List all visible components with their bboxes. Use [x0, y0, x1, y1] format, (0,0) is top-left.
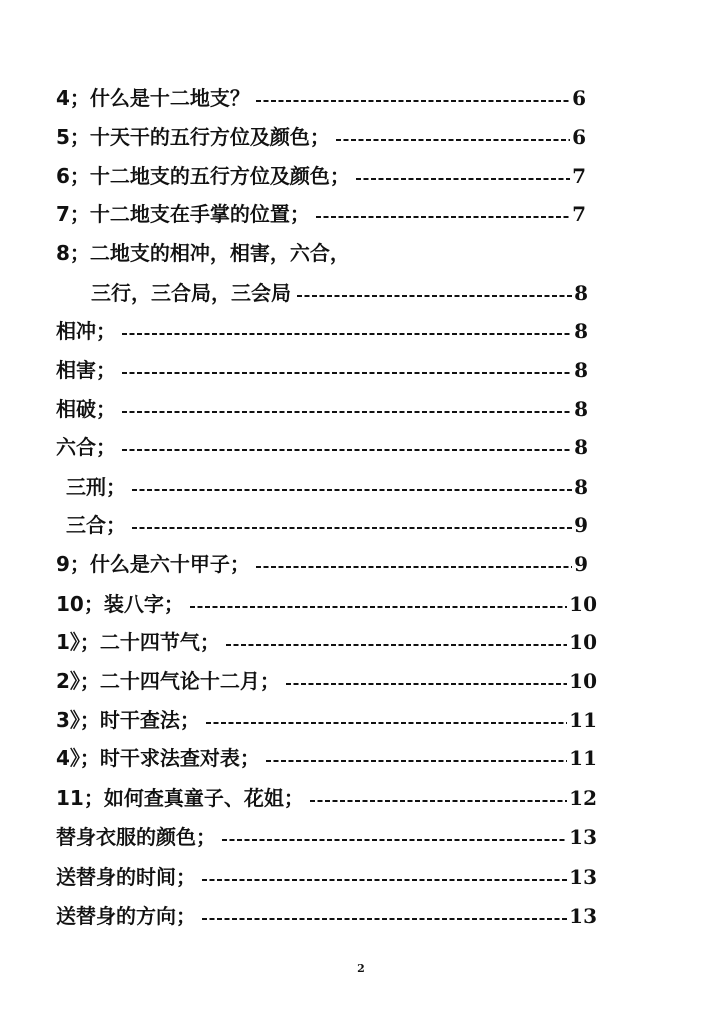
leader-dots	[222, 839, 567, 841]
toc-entry-title: 三合；	[66, 513, 126, 537]
toc-entry	[56, 238, 456, 268]
toc-entry-title: 7；十二地支在手掌的位置；	[56, 202, 310, 226]
toc-entry-page: 13	[569, 825, 597, 849]
toc-entry-page: 8	[574, 397, 588, 421]
toc-entry-title: 三刑；	[66, 475, 126, 499]
toc-entry-title: 相冲；	[56, 319, 116, 343]
toc-entry	[66, 472, 588, 502]
toc-entry	[56, 589, 597, 619]
toc-entry	[56, 316, 588, 346]
toc-entry-page: 9	[574, 552, 588, 576]
toc-entry	[56, 355, 588, 385]
toc-entry	[56, 627, 597, 657]
toc-entry	[56, 666, 597, 696]
leader-dots	[336, 139, 570, 141]
toc-entry-page: 8	[574, 281, 588, 305]
toc-entry-title: 6；十二地支的五行方位及颜色；	[56, 164, 350, 188]
toc-entry	[56, 822, 597, 852]
toc-entry-title: 送替身的方向；	[56, 904, 196, 928]
toc-entry	[56, 901, 597, 931]
toc-entry-title: 4》；时干求法查对表；	[56, 746, 260, 770]
toc-entry-title: 3》；时干查法；	[56, 708, 200, 732]
page-number: 2	[357, 962, 365, 975]
toc-entry-page: 6	[572, 86, 586, 110]
toc-entry	[56, 862, 597, 892]
leader-dots	[132, 489, 572, 491]
leader-dots	[316, 216, 570, 218]
toc-entry	[91, 278, 588, 308]
toc-entry	[56, 705, 597, 735]
toc-entry	[56, 122, 586, 152]
toc-entry-page: 7	[572, 164, 586, 188]
toc-entry-page: 11	[569, 746, 597, 770]
leader-dots	[297, 295, 572, 297]
toc-entry-title: 11；如何查真童子、花姐；	[56, 786, 304, 810]
toc-entry-title: 六合；	[56, 435, 116, 459]
leader-dots	[132, 527, 572, 529]
leader-dots	[190, 606, 567, 608]
toc-entry-title: 8；二地支的相冲，相害，六合，	[56, 241, 350, 265]
toc-entry-page: 13	[569, 865, 597, 889]
leader-dots	[206, 722, 567, 724]
toc-entry-title: 9；什么是六十甲子；	[56, 552, 250, 576]
leader-dots	[122, 449, 572, 451]
toc-entry-title: 4；什么是十二地支？	[56, 86, 250, 110]
toc-entry-title: 2》；二十四气论十二月；	[56, 669, 280, 693]
toc-entry	[56, 743, 597, 773]
leader-dots	[202, 918, 567, 920]
toc-entry-page: 8	[574, 319, 588, 343]
toc-entry	[56, 549, 588, 579]
toc-entry-page: 6	[572, 125, 586, 149]
toc-entry	[56, 783, 597, 813]
toc-entry-page: 9	[574, 513, 588, 537]
leader-dots	[202, 879, 567, 881]
leader-dots	[286, 683, 567, 685]
toc-entry-page: 10	[569, 669, 597, 693]
toc-entry-title: 5；十天干的五行方位及颜色；	[56, 125, 330, 149]
toc-entry-title: 三行，三合局，三会局	[91, 281, 291, 305]
toc-entry	[66, 510, 588, 540]
leader-dots	[256, 566, 572, 568]
toc-entry-title: 1》；二十四节气；	[56, 630, 220, 654]
leader-dots	[122, 411, 572, 413]
toc-entry-title: 相害；	[56, 358, 116, 382]
leader-dots	[266, 760, 567, 762]
leader-dots	[256, 100, 570, 102]
toc-entry-title: 替身衣服的颜色；	[56, 825, 216, 849]
toc-entry-page: 13	[569, 904, 597, 928]
toc-entry	[56, 199, 586, 229]
leader-dots	[310, 800, 567, 802]
toc-entry-page: 10	[569, 630, 597, 654]
leader-dots	[122, 372, 572, 374]
leader-dots	[122, 333, 572, 335]
leader-dots	[226, 644, 567, 646]
toc-entry	[56, 83, 586, 113]
toc-entry-page: 8	[574, 358, 588, 382]
toc-entry-page: 7	[572, 202, 586, 226]
toc-entry	[56, 394, 588, 424]
toc-entry	[56, 161, 586, 191]
toc-entry-page: 12	[569, 786, 597, 810]
toc-entry-page: 10	[569, 592, 597, 616]
toc-entry-title: 相破；	[56, 397, 116, 421]
toc-entry	[56, 432, 588, 462]
toc-entry-page: 11	[569, 708, 597, 732]
toc-entry-title: 10；装八字；	[56, 592, 184, 616]
toc-entry-title: 送替身的时间；	[56, 865, 196, 889]
leader-dots	[356, 178, 570, 180]
toc-entry-page: 8	[574, 475, 588, 499]
toc-entry-page: 8	[574, 435, 588, 459]
